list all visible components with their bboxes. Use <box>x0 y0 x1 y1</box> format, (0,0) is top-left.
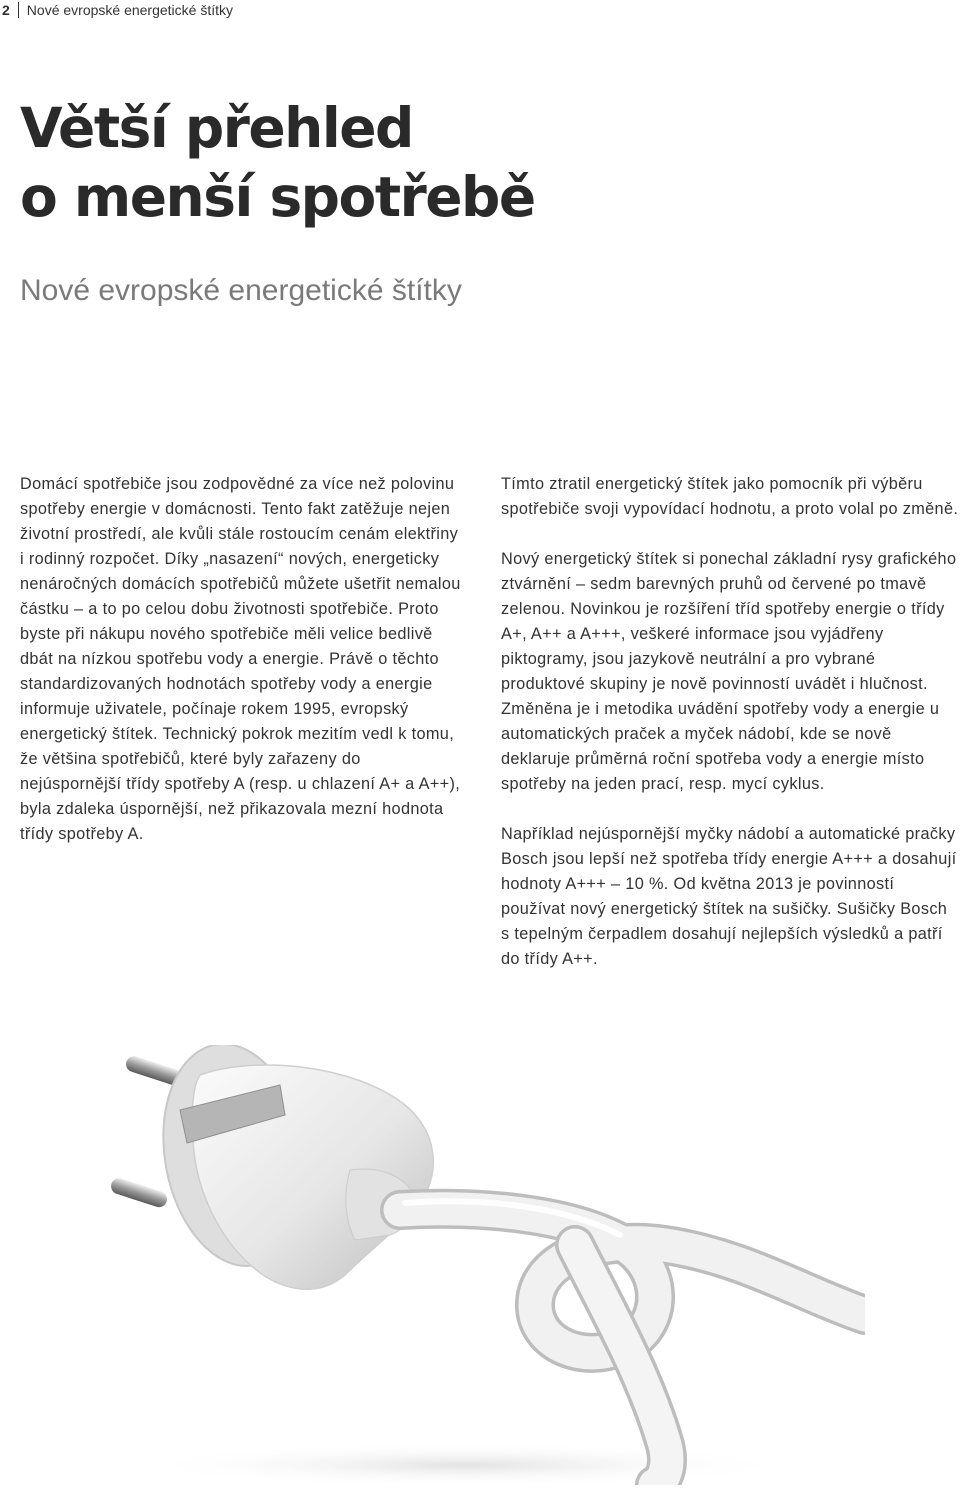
page-header <box>0 0 233 20</box>
left-text-column <box>20 472 465 847</box>
page-number: 2 <box>2 2 10 18</box>
right-paragraph-2: Nový energetický štítek si ponechal základní rysy grafického ztvárnění – sedm barevných pruhů od červené po tmavě zelenou. Novinkou je rozšíření tříd spotřeby energie o třídy A+, A++ a A+++, veškeré informace jsou vyjádřeny piktogramy, jsou jazykově neutrální a pro vybrané produktové skupiny je nově povinností uvádět i hlučnost. Změněna je i metodika uvádění spotřeby vody a energie u automatických praček a myček nádobí, kde se nově deklaruje průměrná roční spotřeba vody a energie místo spotřeby na jeden prací, resp. mycí cyklus. <box>501 550 957 793</box>
right-text-column <box>501 472 959 972</box>
left-paragraph-1: Domácí spotřebiče jsou zodpovědné za více než polovinu spotřeby energie v domácnosti. Tento fakt zatěžuje nejen životní prostředí, ale kvůli stále rostoucím cenám elektřiny i rodinný rozpočet. Díky „nasazení“ nových, energeticky nenáročných domácích spotřebičů můžete ušetřit nemalou částku – a to po celou dobu životnosti spotřebiče. Proto byste při nákupu nového spotřebiče měli velice bedlivě dbát na nízkou spotřebu vody a energie. Právě o těchto standardizovaných hodnotách spotřeby vody a energie informuje uživatele, počínaje rokem 1995, evropský energetický štítek. Technický pokrok mezitím vedl k tomu, že většina spotřebičů, které byly zařazeny do nejúspornější třídy spotřeby A (resp. u chlazení A+ a A++), byla zdaleka úspornější, než přikazovala mezní hodnota třídy spotřeby A. <box>20 475 461 843</box>
headline-line-1: Větší přehled <box>20 96 413 160</box>
headline-line-2: o menší spotřebě <box>20 165 535 229</box>
subheadline: Nové evropské energetické štítky <box>20 274 462 307</box>
header-divider <box>18 2 19 18</box>
headline <box>20 94 535 232</box>
right-paragraph-3: Například nejúspornější myčky nádobí a automatické pračky Bosch jsou lepší než spotřeba třídy energie A+++ a dosahují hodnoty A+++ – 10 %. Od května 2013 je povinností používat nový energetický štítek na sušičky. Sušičky Bosch s tepelným čerpadlem dosahují nejlepších výsledků a patří do třídy A++. <box>501 825 957 968</box>
plug-shadow <box>135 1443 795 1485</box>
knotted-cable <box>400 1201 865 1485</box>
knotted-plug-photo <box>105 1045 865 1485</box>
right-paragraph-1: Tímto ztratil energetický štítek jako pomocník při výběru spotřebiče svoji vypovídací hodnotu, a proto volal po změně. <box>501 475 959 518</box>
header-title: Nové evropské energetické štítky <box>26 2 234 18</box>
